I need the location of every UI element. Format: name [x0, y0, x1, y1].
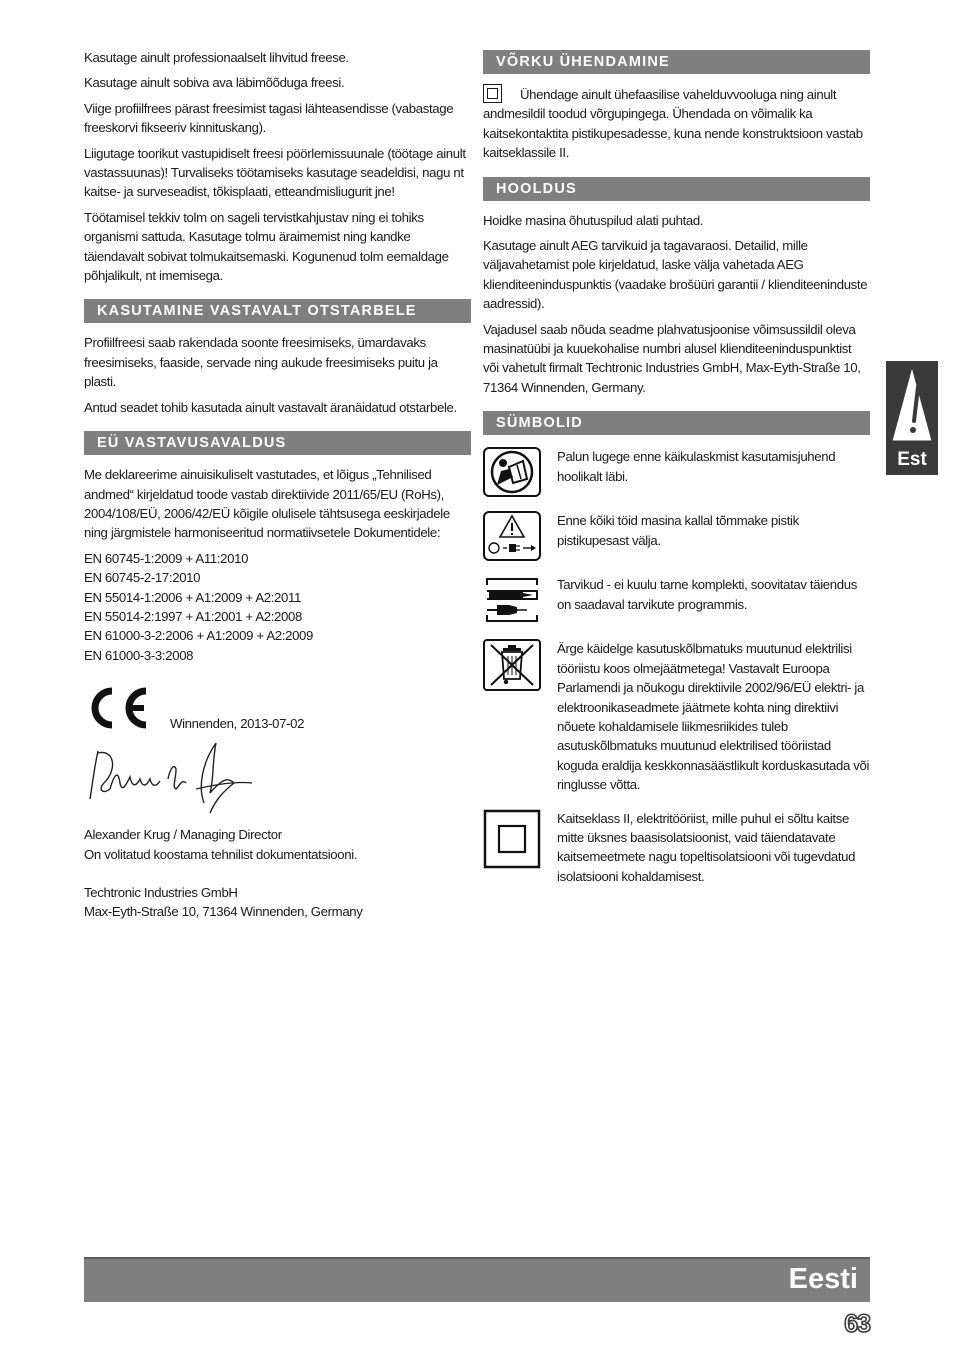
symbol-text: Tarvikud - ei kuulu tarne komplekti, soovitatav täiendus on saadaval tarvikute programmis. [557, 577, 857, 612]
maintenance-paragraph: Hoidke masina õhutuspilud alati puhtad. [483, 212, 704, 228]
standards-list [84, 549, 471, 665]
section-heading-symbols: SÜMBOLID [483, 411, 870, 435]
authorized-note: On volitatud koostama tehnilist dokumentatsiooni. [84, 846, 358, 862]
intro-paragraph: Kasutage ainult professionaalselt lihvitud freese. [84, 50, 349, 65]
symbol-item [483, 809, 870, 887]
standard-item: EN 55014-1:2006 + A1:2009 + A2:2011 [84, 589, 302, 605]
symbol-item [483, 511, 870, 561]
section-heading-maintenance: HOOLDUS [483, 177, 870, 201]
symbol-item [483, 575, 870, 625]
signer-name: Alexander Krug / Managing Director [84, 827, 282, 843]
place-date: Winnenden, 2013-07-02 [170, 716, 305, 732]
signature-image [84, 739, 254, 819]
intended-use-paragraph: Antud seadet tohib kasutada ainult vastavalt äranäidatud otstarbele. [84, 399, 457, 415]
accessory-icon [483, 575, 539, 625]
maintenance-paragraph: Kasutage ainult AEG tarvikuid ja tagavaraosi. Detailid, mille väljavahetamist pole kirjeldatud, laske välja vahetada AEG klienditeeninduspunktis (vaadake brošüüri garantii / klienditeeninduste aadressid). [483, 238, 868, 312]
footer-bar [84, 1257, 870, 1302]
intended-use-paragraph: Profiilfreesi saab rakendada soonte freesimiseks, ümardavaks freesimiseks, faaside, servade ning aukude freesimiseks puitu ja plasti. [84, 335, 438, 390]
conformity-text: Me deklareerime ainuisikuliselt vastutades, et lõigus „Tehnilised andmed“ kirjeldatud toode vastab direktiivide 2011/65/EU (RoHs), 2004/108/EÜ, 2006/42/EÜ kõigile olulisele tähtsusega eeskirjadele ning järgmistele harmoniseeritud normatiivsetele Dokumentidele: [84, 467, 450, 541]
symbol-text: Ärge käidelge kasutuskõlbmatuks muutunud elektrilisi tööriistu koos olmejäätmetega! Vastavalt Euroopa Parlamendi ja nõukogu direktiivile 2002/96/EÜ elektri- ja elektroonikaseadmete jäätmete kohta ning direktiivi nõuete kohaldamisele liikmesriikides tuleb asutuskõlbmatuks muutunud elektrilised tööriistad koguda eraldija keskkonnasäästlikult korduskasutada või ringlusse võtta. [557, 641, 870, 793]
intro-paragraph: Kasutage ainult sobiva ava läbimõõduga freesi. [84, 75, 345, 91]
signer-block [84, 825, 471, 922]
standard-item: EN 55014-2:1997 + A1:2001 + A2:2008 [84, 608, 302, 624]
ce-date-row [84, 681, 471, 731]
standard-item: EN 61000-3-3:2008 [84, 647, 194, 663]
class-ii-inline-icon [483, 84, 502, 103]
company-name: Techtronic Industries GmbH [84, 884, 238, 900]
side-tab-label: Est [897, 449, 927, 470]
symbol-text: Kaitseklass II, elektritööriist, mille puhul ei sõltu kaitse mitte üksnes baasisolatsioonist, vaid täiendatavate kaitsemeetmete nagu topeltisolatsiooni või tugevdatud isolatsiooni kohaldamisest. [557, 810, 856, 884]
section-heading-mains: VÕRKU ÜHENDAMINE [483, 50, 870, 74]
intro-paragraph: Liigutage toorikut vastupidiselt freesi pöörlemissuunale (töötage ainult vastassuunas)! Turvaliseks töötamiseks kasutage seadeldisi, nagu nt kaitse- ja surveseadist, tõkisplaati, etteandmisliugurit jne! [84, 145, 466, 200]
language-side-tab [886, 361, 938, 475]
standard-item: EN 61000-3-2:2006 + A1:2009 + A2:2009 [84, 628, 314, 644]
intro-paragraph: Viige profiilfrees pärast freesimist tagasi lähteasendisse (vabastage freeskorvi fikseeriv kinnituskang). [84, 100, 454, 136]
section-heading-conformity: EÜ VASTAVUSAVALDUS [84, 431, 471, 455]
warning-exclamation-icon [890, 365, 934, 445]
symbol-text: Palun lugege enne käikulaskmist kasutamisjuhend hoolikalt läbi. [557, 449, 836, 484]
ce-mark-icon [84, 685, 150, 731]
signature [84, 739, 471, 819]
symbol-item [483, 639, 870, 794]
weee-bin-icon [483, 639, 539, 689]
mains-text: Ühendage ainult ühefaasilise vahelduvvooluga ning ainult andmesildil toodud võrgupingega. Ühendada on võimalik ka kaitsekontaktita pistikupesadesse, kuna nende konstruktsioon vastab kaitseklassile II. [483, 87, 863, 161]
read-manual-icon [483, 447, 539, 497]
section-heading-intended-use: KASUTAMINE VASTAVALT OTSTARBELE [84, 299, 471, 323]
intro-paragraph: Töötamisel tekkiv tolm on sageli tervistkahjustav ning ei tohiks organismi sattuda. Kasutage tolmu äraimemist ning kandke täiendavalt sobivat tolmukaitsemaski. Kogunenud tolm eemaldage põhjalikult, nt imemisega. [84, 209, 449, 284]
standard-item: EN 60745-2-17:2010 [84, 570, 201, 586]
left-column [84, 48, 471, 922]
standard-item: EN 60745-1:2009 + A11:2010 [84, 550, 249, 566]
maintenance-paragraph: Vajadusel saab nõuda seadme plahvatusjoonise võimsussildil oleva masinatüübi ja kuuekohalise numbri alusel klienditeeninduspunktist või vahetult firmalt Techtronic Industries GmbH, Max-Eyth-Straße 10, 71364 Winnenden, Germany. [483, 321, 861, 395]
mains-paragraph [483, 84, 870, 163]
symbol-text: Enne kõiki töid masina kallal tõmmake pistik pistikupesast välja. [557, 513, 799, 548]
symbol-item [483, 447, 870, 497]
company-address: Max-Eyth-Straße 10, 71364 Winnenden, Germany [84, 904, 363, 920]
right-column [483, 48, 870, 900]
unplug-warning-icon [483, 511, 539, 561]
footer-language: Eesti [788, 1263, 858, 1295]
page-number: 63 [844, 1310, 870, 1338]
class-ii-icon [483, 809, 539, 869]
